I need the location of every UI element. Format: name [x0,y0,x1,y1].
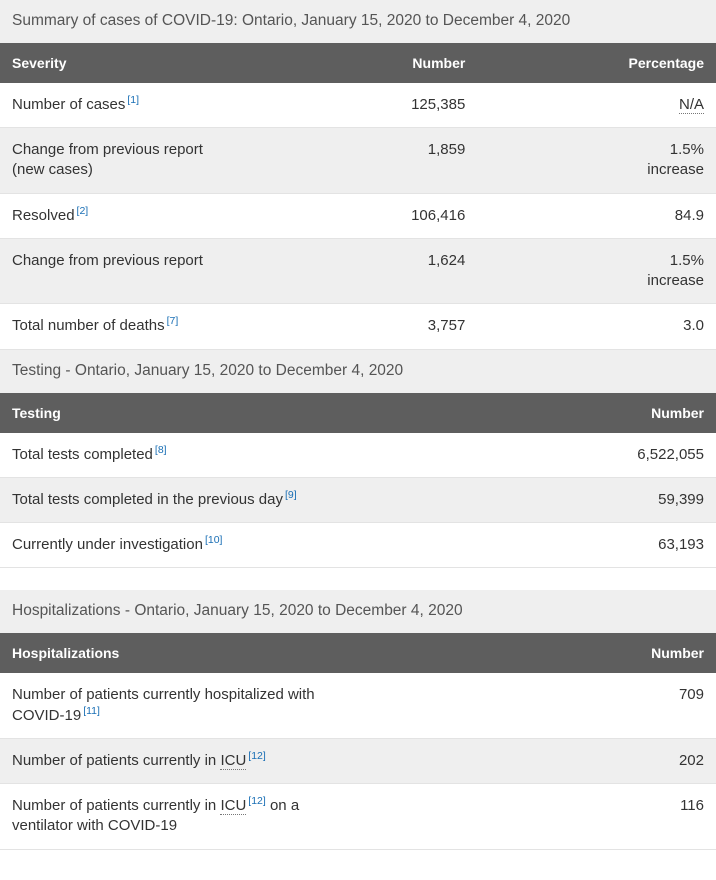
table-row [0,477,716,522]
hospitalizations-table-caption: Hospitalizations - Ontario, January 15, 2020 to December 4, 2020 [0,590,716,633]
column-header-testing: Testing [0,393,358,433]
row-label: Total tests completed [12,445,153,463]
footnote-ref[interactable]: [7] [166,315,179,328]
row-label: Number of cases [12,95,126,113]
row-label-cell [0,784,358,850]
row-label-cell [0,477,358,522]
row-number: 125,385 [239,83,478,128]
row-label: Number of patients currently in [12,751,221,769]
row-percentage: 1.5% [669,141,704,159]
row-number: 6,522,055 [358,433,716,478]
table-row [0,193,716,238]
row-label-cell [0,523,358,568]
row-number: 1,859 [239,128,478,194]
row-label-cell [0,193,239,238]
row-percentage: 1.5% [669,251,704,269]
table-row [0,433,716,478]
section-spacer [0,568,716,590]
row-percentage-note: increase [647,161,704,179]
row-number: 1,624 [239,238,478,304]
table-row [0,304,716,349]
footnote-ref[interactable]: [1] [127,93,140,106]
testing-table-caption-row [0,350,716,393]
footnote-ref[interactable]: [12] [248,795,266,808]
row-number: 116 [358,784,716,850]
row-label-cell [0,433,358,478]
row-label: Currently under investigation [12,536,203,554]
table-row [0,238,716,304]
row-label: Change from previous report [12,251,203,269]
column-header-number: Number [239,43,478,83]
row-label: Total tests completed in the previous day [12,490,283,508]
row-label: Change from previous report (new cases) [12,141,203,179]
row-percentage: N/A [678,95,704,113]
footnote-ref[interactable]: [10] [204,534,223,547]
table-row [0,673,716,738]
table-row [0,83,716,128]
table-row [0,128,716,194]
column-header-number: Number [358,393,716,433]
footnote-ref[interactable]: [12] [248,749,266,762]
icu-abbr: ICU [220,751,247,769]
row-label: Number of patients currently in [12,797,221,815]
table-row [0,738,716,783]
row-percentage: 3.0 [477,304,716,349]
row-percentage-note: increase [647,272,704,290]
row-label: Number of patients currently hospitalized with COVID-19 [12,686,315,724]
hospitalizations-table [0,590,716,849]
row-percentage-cell [477,83,716,128]
row-percentage-cell [477,238,716,304]
footnote-ref[interactable]: [2] [76,204,89,217]
cases-table [0,0,716,350]
table-row [0,784,716,850]
column-header-severity: Severity [0,43,239,83]
row-number: 202 [358,738,716,783]
row-percentage: 84.9 [477,193,716,238]
row-number: 63,193 [358,523,716,568]
row-percentage-cell [477,128,716,194]
footnote-ref[interactable]: [11] [83,704,100,717]
hospitalizations-table-header-row [0,633,716,673]
row-number: 709 [358,673,716,738]
column-header-hospitalizations: Hospitalizations [0,633,358,673]
row-number: 3,757 [239,304,478,349]
footnote-ref[interactable]: [9] [284,488,297,501]
column-header-percentage: Percentage [477,43,716,83]
cases-table-header-row [0,43,716,83]
footnote-ref[interactable]: [8] [154,443,167,456]
row-number: 59,399 [358,477,716,522]
row-label: Total number of deaths [12,317,165,335]
cases-table-caption: Summary of cases of COVID-19: Ontario, January 15, 2020 to December 4, 2020 [0,0,716,43]
row-number: 106,416 [239,193,478,238]
row-label-cell [0,738,358,783]
icu-abbr: ICU [220,797,247,815]
row-label-cell [0,238,239,304]
row-label-cell [0,83,239,128]
row-label-suffix: on a ventilator with COVID-19 [12,797,300,835]
testing-table-header-row [0,393,716,433]
row-label-cell [0,304,239,349]
cases-table-caption-row [0,0,716,43]
column-header-number: Number [358,633,716,673]
table-row [0,523,716,568]
testing-table [0,350,716,569]
testing-table-caption: Testing - Ontario, January 15, 2020 to December 4, 2020 [0,350,716,393]
hospitalizations-table-caption-row [0,590,716,633]
row-label-cell [0,128,239,194]
row-label-cell [0,673,358,738]
row-label: Resolved [12,206,75,224]
